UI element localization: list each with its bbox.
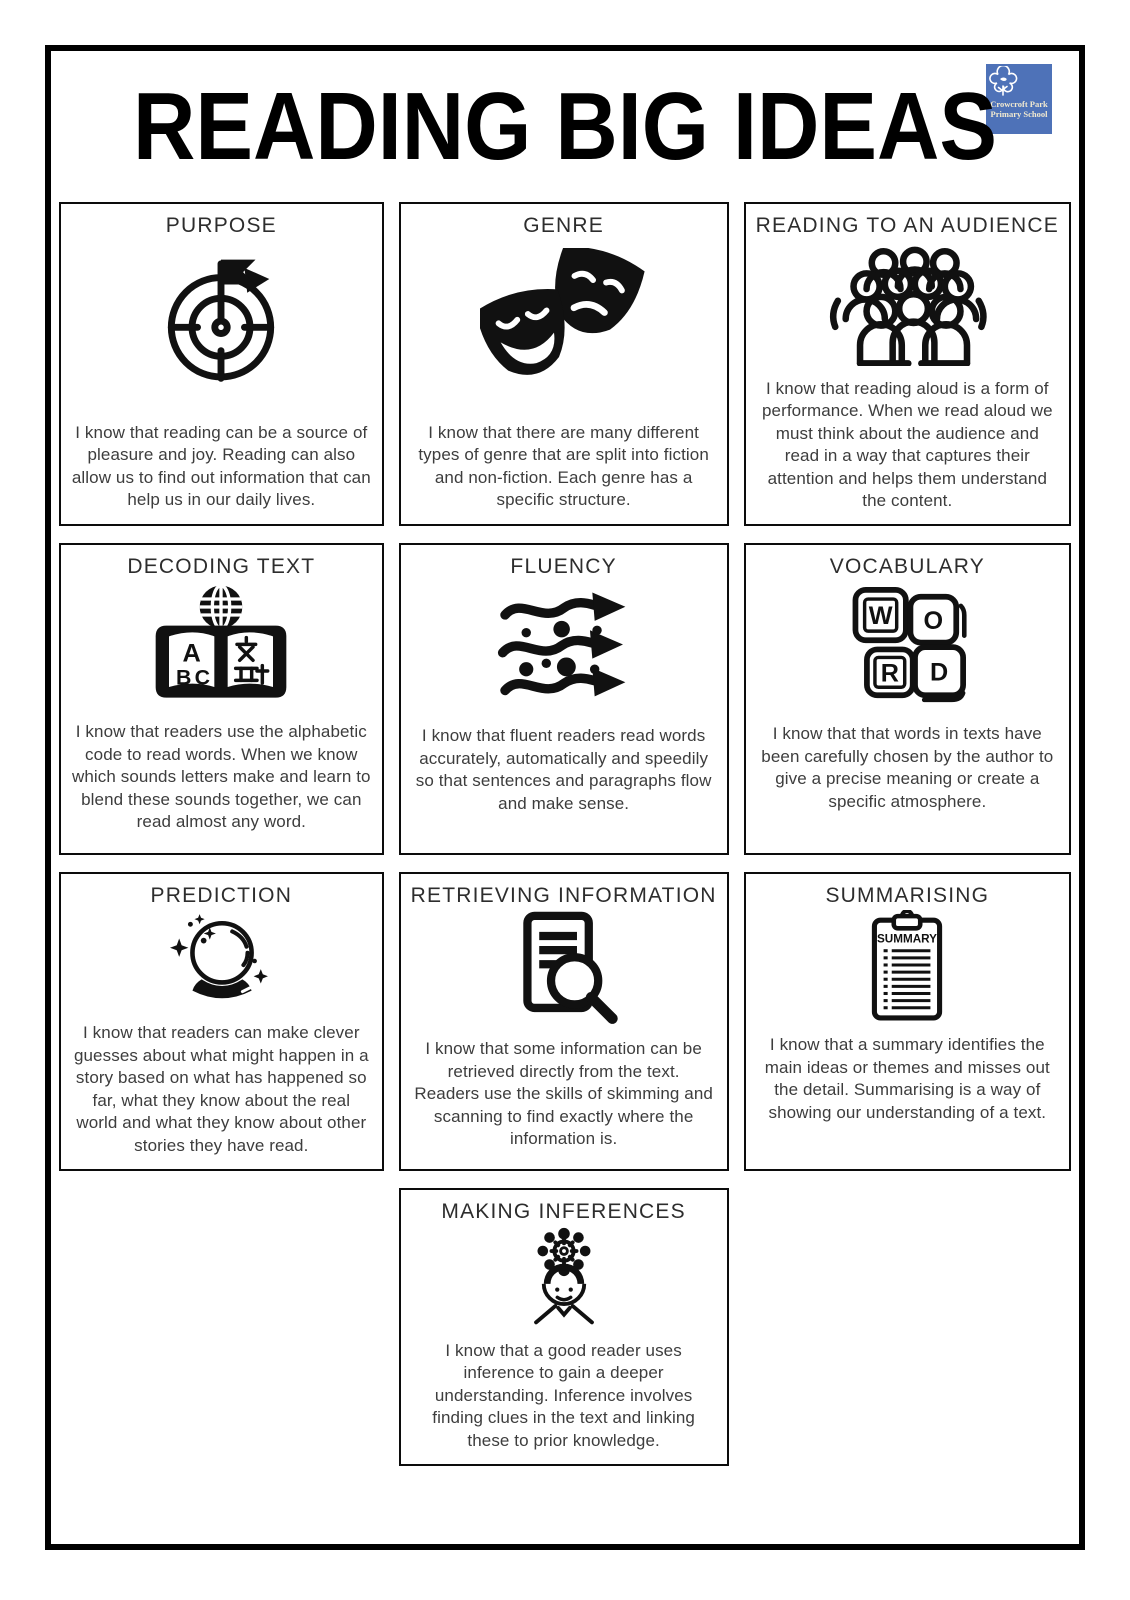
svg-text:D: D — [930, 658, 949, 687]
card-prediction — [59, 872, 384, 1171]
card-summarising — [744, 872, 1071, 1171]
card-prediction-text: I know that readers can make clever guesses about what might happen in a story based on what has happened so far, what they know about the real world and what they know about other stories they have read. — [73, 1023, 369, 1155]
poster-frame — [45, 45, 1085, 1550]
card-purpose — [59, 202, 384, 527]
card-fluency-title: FLUENCY — [510, 555, 617, 579]
card-decoding-text — [59, 543, 384, 855]
svg-text:C: C — [194, 665, 211, 690]
document-magnifier-icon — [499, 910, 629, 1028]
card-reading-to-an-audience — [744, 202, 1071, 527]
theatre-masks-icon — [480, 248, 648, 396]
target-flag-icon — [147, 250, 295, 388]
card-audience-text: I know that reading aloud is a form of performance. When we read aloud we must think about the audience and read in a way that captures their attention and helps them understand the content. — [761, 378, 1053, 510]
school-name-line2: Primary School — [990, 108, 1048, 119]
cards-grid — [51, 202, 1079, 1466]
card-decoding-title: DECODING TEXT — [127, 555, 316, 579]
card-prediction-title: PREDICTION — [150, 884, 293, 908]
card-fluency-text: I know that fluent readers read words accurately, automatically and speedily so that sentences and paragraphs flow and make sense. — [415, 726, 712, 813]
card-genre-title: GENRE — [523, 213, 604, 237]
svg-text:W: W — [869, 602, 893, 631]
card-inferences-title: MAKING INFERENCES — [441, 1200, 686, 1224]
card-purpose-title: PURPOSE — [165, 213, 277, 237]
card-inferences-text: I know that a good reader uses inference to gain a deeper understanding. Inference involves finding clues in the text and linking these to prior knowledge. — [432, 1341, 695, 1450]
svg-text:B: B — [176, 665, 192, 690]
svg-text:A: A — [182, 640, 202, 669]
card-genre-text: I know that there are many different types of genre that are split into fiction and non-fiction. Each genre has a specific structure. — [418, 422, 709, 510]
card-retrieving-information — [399, 872, 729, 1171]
crystal-ball-icon — [155, 910, 287, 1012]
summary-clipboard-icon — [852, 910, 962, 1022]
translation-book-icon — [146, 583, 296, 711]
card-vocabulary-title: VOCABULARY — [829, 555, 985, 579]
svg-text:O: O — [923, 607, 944, 636]
card-retrieving-title: RETRIEVING INFORMATION — [410, 884, 717, 908]
word-tiles-icon — [841, 583, 973, 709]
card-fluency — [399, 543, 729, 855]
page-title: READING BIG IDEAS — [132, 73, 998, 180]
card-purpose-text: I know that reading can be a source of pleasure and joy. Reading can also allow us to find out information that can help us in our daily lives. — [71, 422, 371, 510]
svg-text:SUMMARY: SUMMARY — [877, 933, 938, 947]
card-retrieving-text: I know that some information can be retrieved directly from the text. Readers use the skills of skimming and scanning to find exactly where the information is. — [414, 1039, 713, 1149]
audience-crowd-icon — [811, 246, 1003, 366]
card-audience-title: READING TO AN AUDIENCE — [755, 213, 1059, 237]
card-vocabulary-text: I know that that words in texts have been carefully chosen by the author to give a precise meaning or create a specific atmosphere. — [761, 724, 1054, 811]
card-summarising-text: I know that a summary identifies the main ideas or themes and misses out the detail. Summarising is a way of showing our understanding of a text. — [764, 1035, 1050, 1122]
card-summarising-title: SUMMARISING — [825, 884, 990, 908]
card-making-inferences — [399, 1188, 729, 1466]
card-vocabulary — [744, 543, 1071, 855]
card-genre — [399, 202, 729, 527]
card-decoding-text: I know that readers use the alphabetic code to read words. When we know which sounds letters make and learn to blend these sounds together, we can read almost any word. — [71, 722, 371, 832]
flowing-arrows-icon — [488, 589, 640, 707]
thinking-head-icon — [503, 1226, 625, 1332]
school-name-line1: Crowcroft Park — [990, 99, 1048, 109]
svg-text:R: R — [881, 659, 900, 688]
